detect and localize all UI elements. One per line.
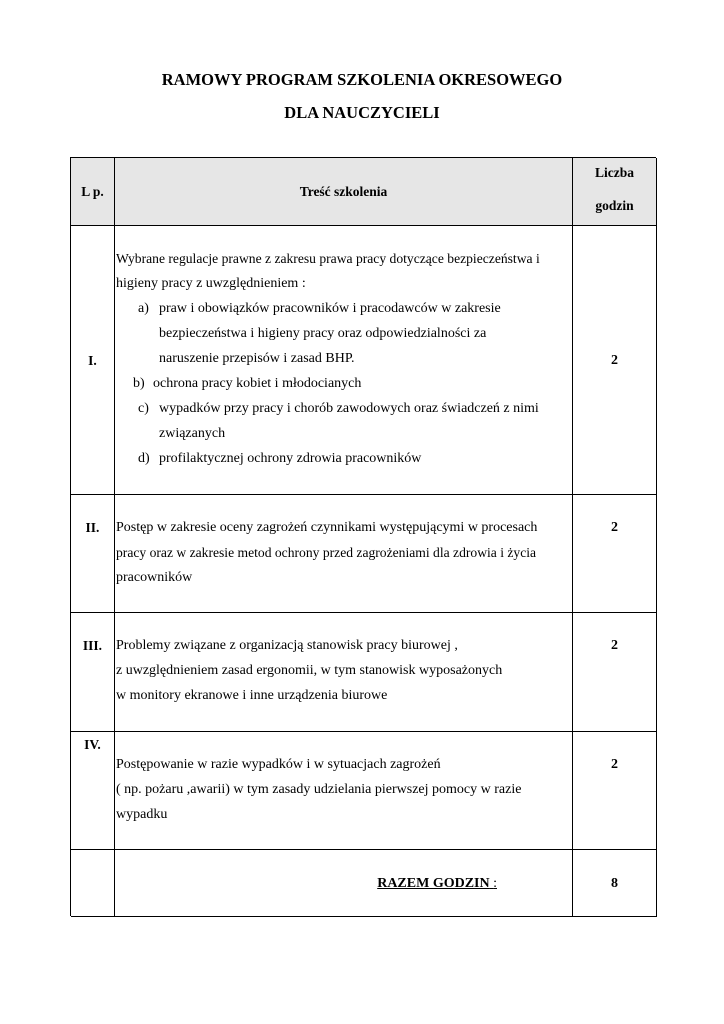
total-empty-cell: [71, 850, 115, 917]
document-title: RAMOWY PROGRAM SZKOLENIA OKRESOWEGO: [161, 70, 563, 89]
item-a-line3: naruszenie przepisów i zasad BHP.: [159, 351, 355, 366]
row-2-hours: 2: [611, 520, 618, 535]
header-content-label: Treść szkolenia: [299, 184, 388, 199]
item-a-marker: a): [138, 301, 149, 316]
header-hours-line1: Liczba: [595, 165, 634, 180]
item-b-line1: ochrona pracy kobiet i młodocianych: [153, 376, 362, 391]
row-1-number: I.: [88, 352, 97, 368]
row-2-content: [115, 495, 573, 613]
item-d-marker: d): [138, 451, 150, 466]
row-3-hours: 2: [611, 638, 618, 653]
row-3-hours-cell: [573, 613, 657, 732]
header-hours-line2: godzin: [595, 198, 634, 213]
row-3-number-cell: [71, 613, 115, 732]
row-2-number-cell: [71, 495, 115, 613]
header-lp: [71, 158, 115, 226]
row-4-line3: wypadku: [116, 807, 168, 822]
item-a-line2: bezpieczeństwa i higieny pracy oraz odpowiedzialności za: [159, 326, 487, 341]
row-3-content: [115, 613, 573, 732]
item-c-line1: wypadków przy pracy i chorób zawodowych oraz świadczeń z nimi: [159, 401, 539, 416]
row-3-line3: w monitory ekranowe i inne urządzenia biurowe: [116, 688, 388, 703]
row-3-line2: z uwzględnieniem zasad ergonomii, w tym stanowisk wyposażonych: [116, 663, 503, 678]
row-1-item-d: [116, 446, 572, 471]
total-hours-cell: [573, 850, 657, 917]
row-2-hours-cell: [573, 495, 657, 613]
total-label: RAZEM GODZIN: [377, 876, 490, 891]
total-hours: 8: [611, 876, 618, 891]
header-lp-label: L p.: [81, 184, 104, 199]
row-1-item-a: [116, 296, 572, 371]
row-1-hours-cell: [573, 226, 657, 495]
row-2-line3: pracowników: [116, 570, 193, 585]
document-subtitle: DLA NAUCZYCIELI: [284, 103, 440, 122]
row-1-item-b: [116, 371, 572, 396]
row-1-intro-line2: higieny pracy z uwzględnieniem :: [116, 276, 306, 291]
row-1-number-cell: [71, 226, 115, 495]
row-1-content: [115, 226, 573, 495]
row-4-content: [115, 732, 573, 850]
header-hours: [573, 158, 657, 226]
row-4-line2: ( np. pożaru ,awarii) w tym zasady udzielania pierwszej pomocy w razie: [116, 782, 522, 797]
row-3-number: III.: [82, 638, 103, 653]
row-3-line1: Problemy związane z organizacją stanowisk pracy biurowej ,: [116, 638, 458, 653]
item-b-marker: b): [133, 376, 145, 391]
row-4-line1: Postępowanie w razie wypadków i w sytuacjach zagrożeń: [116, 757, 441, 772]
item-c-marker: c): [138, 401, 149, 416]
item-c-line2: związanych: [159, 426, 226, 441]
item-d-line1: profilaktycznej ochrony zdrowia pracowników: [159, 451, 422, 466]
total-label-cell: [115, 850, 573, 917]
header-content: [115, 158, 573, 226]
row-4-hours: 2: [611, 757, 618, 772]
row-2-number: II.: [85, 520, 100, 535]
row-4-hours-cell: [573, 732, 657, 850]
row-1-item-c: [116, 396, 572, 446]
item-a-line1: praw i obowiązków pracowników i pracodawców w zakresie: [159, 301, 501, 316]
total-colon: :: [493, 876, 497, 891]
row-1-intro-line1: Wybrane regulacje prawne z zakresu prawa pracy dotyczące bezpieczeństwa i: [116, 251, 540, 266]
training-program-table: [70, 157, 656, 916]
row-1-hours: 2: [611, 352, 618, 368]
row-1-list: [116, 296, 572, 471]
row-4-number: IV.: [84, 737, 101, 752]
row-4-number-cell: [71, 732, 115, 850]
row-2-line2: pracy oraz w zakresie metod ochrony przed zagrożeniami dla zdrowia i życia: [116, 545, 537, 560]
row-2-line1: Postęp w zakresie oceny zagrożeń czynnikami występującymi w procesach: [116, 520, 538, 535]
